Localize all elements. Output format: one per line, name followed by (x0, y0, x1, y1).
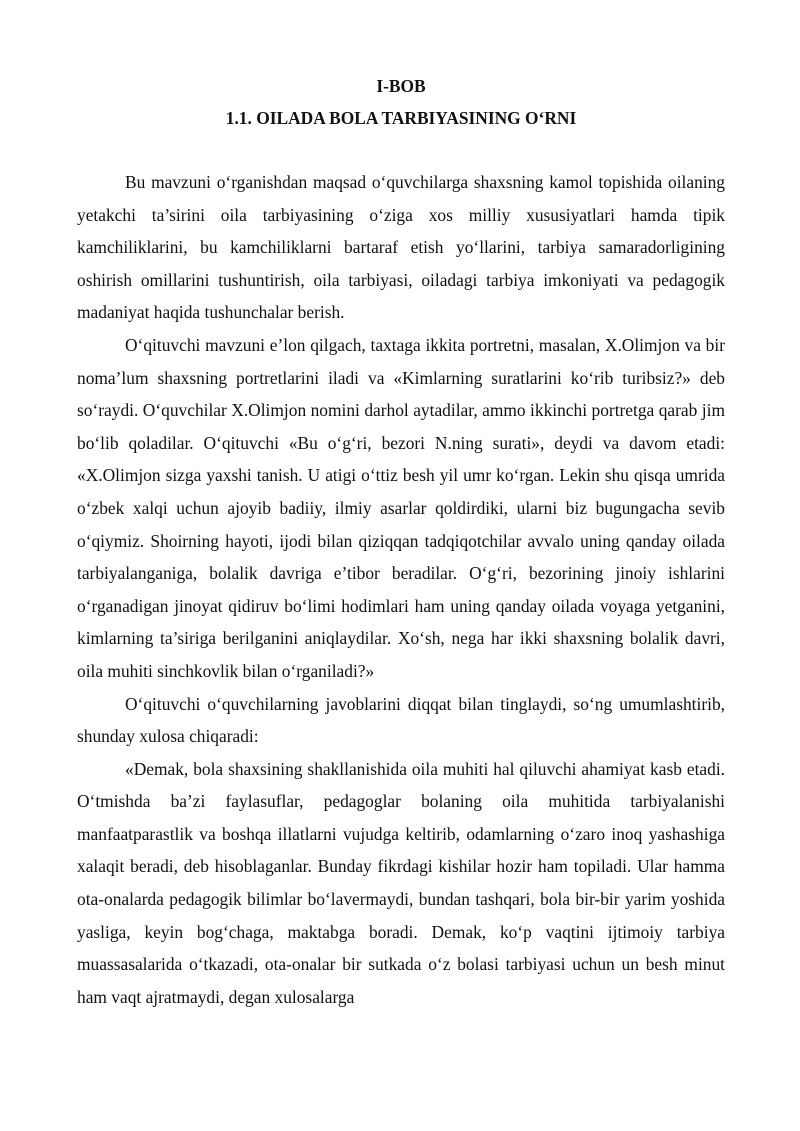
section-title: 1.1. OILADA BOLA TARBIYASINING O‘RNI (225, 108, 577, 128)
paragraph-2: O‘qituvchi mavzuni e’lon qilgach, taxtaga ikkita portretni, masalan, X.Olimjon va bir noma’lum shaxsning portretlarini iladi va «Kimlarning suratlarini ko‘rib turibsiz?» deb so‘raydi. O‘quvchilar X.Olimjon nomini darhol aytadilar, ammo ikkinchi portretga qarab jim bo‘lib qoladilar. O‘qituvchi «Bu o‘g‘ri, bezori N.ning surati», deydi va davom etadi: «X.Olimjon sizga yaxshi tanish. U atigi o‘ttiz besh yil umr ko‘rgan. Lekin shu qisqa umrida o‘zbek xalqi uchun ajoyib badiiy, ilmiy asarlar qoldirdiki, ularni biz bugungacha sevib o‘qiymiz. Shoirning hayoti, ijodi bilan qiziqqan tadqiqotchilar avvalo uning qanday oilada tarbiyalanganiga, bolalik davriga e’tibor beradilar. O‘g‘ri, bezorining jinoiy ishlarini o‘rganadigan jinoyat qidiruv bo‘limi hodimlari ham uning qanday oilada voyaga yetganini, kimlarning ta’siriga berilganini aniqlaydilar. Xo‘sh, nega har ikki shaxsning bolalik davri, oila muhiti sinchkovlik bilan o‘rganiladi?» (77, 334, 725, 681)
document-page (77, 70, 725, 1013)
paragraph-1: Bu mavzuni o‘rganishdan maqsad o‘quvchilarga shaxsning kamol topishida oilaning yetakchi ta’sirini oila tarbiyasining o‘ziga xos milliy xususiyatlari hamda tipik kamchiliklarini, bu kamchiliklarni bartaraf etish yo‘llarini, tarbiya samaradorligining oshirish omillarini tushuntirish, oila tarbiyasi, oiladagi tarbiya imkoniyati va pedagogik madaniyat haqida tushunchalar berish. (77, 172, 725, 323)
paragraph-4: «Demak, bola shaxsining shakllanishida oila muhiti hal qiluvchi ahamiyat kasb etadi. O‘tmishda ba’zi faylasuflar, pedagoglar bolaning oila muhitida tarbiyalanishi manfaatparastlik va boshqa illatlarni vujudga keltirib, odamlarning o‘zaro inoq yashashiga xalaqit beradi, deb hisoblaganlar. Bunday fikrdagi kishilar hozir ham topiladi. Ular hamma ota-onalarda pedagogik bilimlar bo‘lavermaydi, bundan tashqari, bola bir-bir yarim yoshida yasliga, keyin bog‘chaga, maktabga boradi. Demak, ko‘p vaqtini ijtimoiy tarbiya muassasalarida o‘tkazadi, ota-onalar bir sutkada o‘z bolasi tarbiyasi uchun un besh minut ham vaqt ajratmaydi, degan xulosalarga (77, 758, 725, 1007)
paragraph-3: O‘qituvchi o‘quvchilarning javoblarini diqqat bilan tinglaydi, so‘ng umumlashtirib, shunday xulosa chiqaradi: (77, 693, 725, 747)
chapter-heading: I-BOB (376, 76, 426, 96)
